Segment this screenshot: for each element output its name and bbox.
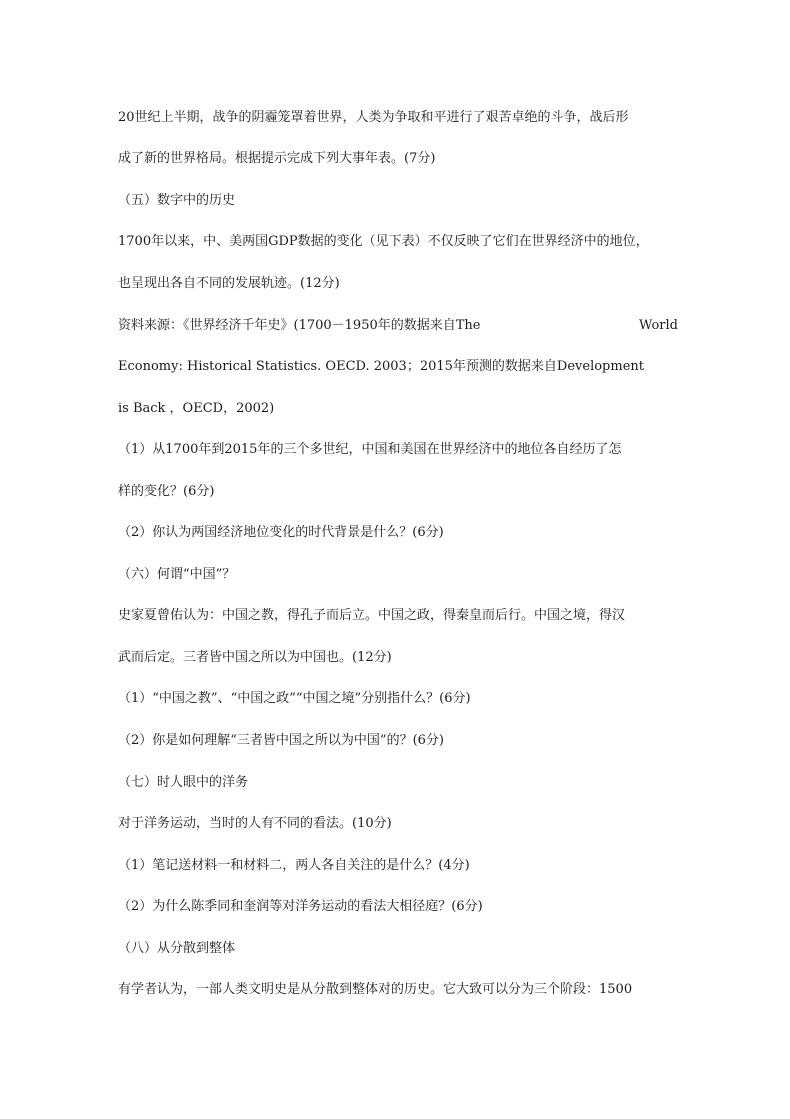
question-line: （2）为什么陈季同和奎润等对洋务运动的看法大相径庭？(6分) <box>118 899 483 914</box>
paragraph-line: 有学者认为，一部人类文明史是从分散到整体对的历史。它大致可以分为三个阶段：1500 <box>118 982 633 997</box>
section-heading: （六）何谓“中国”？ <box>118 567 236 582</box>
paragraph-line: 史家夏曾佑认为：中国之教，得孔子而后立。中国之政，得秦皇而后行。中国之境，得汉 <box>118 608 626 623</box>
paragraph-line: 武而后定。三者皆中国之所以为中国也。(12分) <box>118 650 392 665</box>
section-heading: （七）时人眼中的洋务 <box>118 775 249 790</box>
question-line: （2）你认为两国经济地位变化的时代背景是什么？(6分) <box>118 525 444 540</box>
source-line: is Back ，OECD，2002) <box>118 401 275 416</box>
source-text: 资料来源：《世界经济千年史》(1700－1950年的数据来自The <box>118 318 481 333</box>
section-heading: （五）数字中的历史 <box>118 193 236 208</box>
section-heading: （八）从分散到整体 <box>118 941 236 956</box>
question-line: （1）笔记送材料一和材料二，两人各自关注的是什么？(4分) <box>118 858 470 873</box>
source-line: Economy: Historical Statistics. OECD. 2003；2015年预测的数据来自Development <box>118 359 644 374</box>
paragraph-line: 1700年以来，中、美两国GDP数据的变化（见下表）不仅反映了它们在世界经济中的地位， <box>118 234 649 249</box>
question-line: （2）你是如何理解“三者皆中国之所以为中国”的？(6分) <box>118 733 444 748</box>
source-line <box>118 317 678 335</box>
paragraph-line: 也呈现出各自不同的发展轨迹。(12分) <box>118 276 340 291</box>
paragraph-line: 20世纪上半期，战争的阴霾笼罩着世界，人类为争取和平进行了艰苦卓绝的斗争，战后形 <box>118 110 629 125</box>
question-line: （1）从1700年到2015年的三个多世纪，中国和美国在世界经济中的地位各自经历了怎 <box>118 442 622 457</box>
paragraph-line: 成了新的世界格局。根据提示完成下列大事年表。(7分) <box>118 151 436 166</box>
question-line: 样的变化？(6分) <box>118 484 215 499</box>
paragraph-line: 对于洋务运动，当时的人有不同的看法。(10分) <box>118 816 392 831</box>
question-line: （1）“中国之教”、“中国之政”“中国之境”分别指什么？(6分) <box>118 691 471 706</box>
source-text-end: World <box>639 318 678 333</box>
